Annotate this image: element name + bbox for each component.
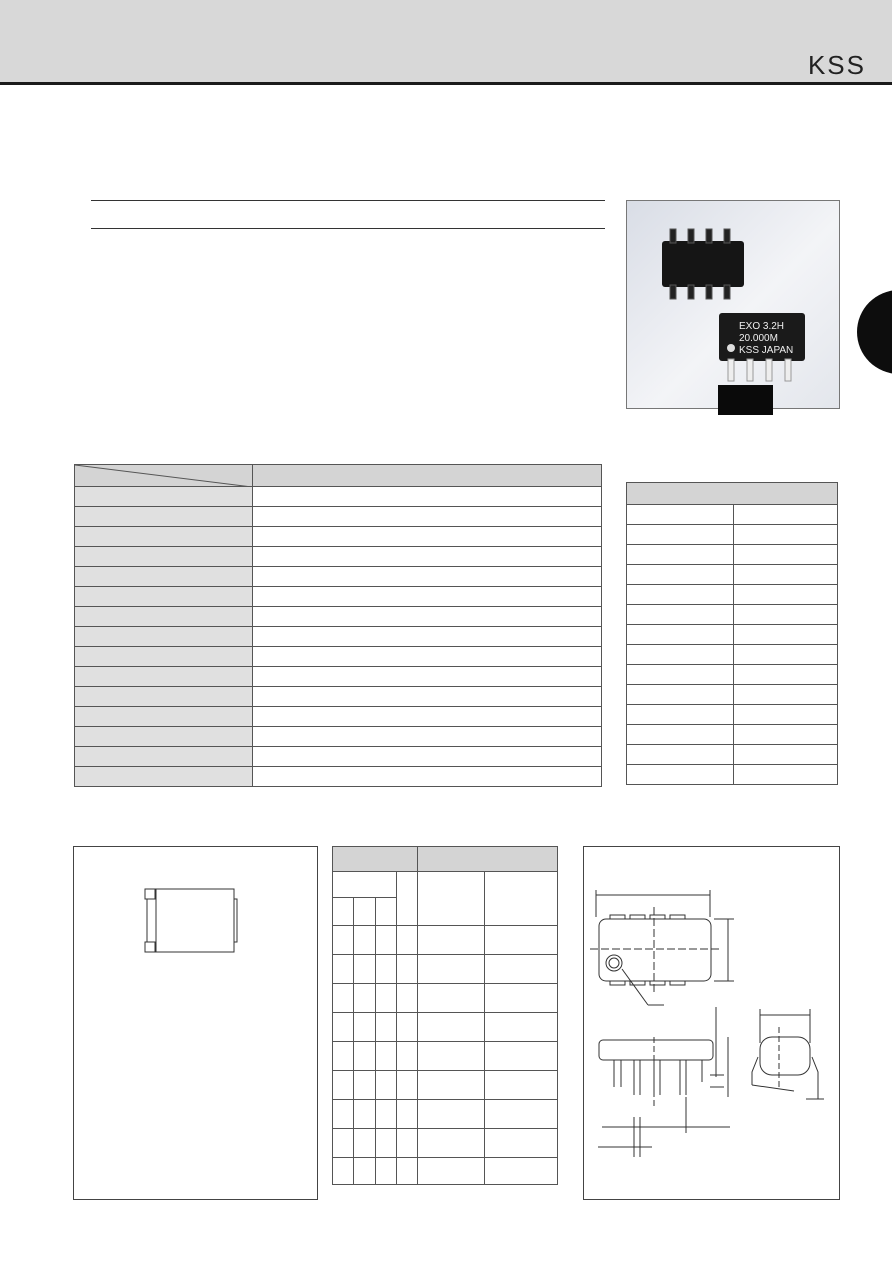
spec-label-cell (75, 507, 253, 527)
pin-cell (333, 1013, 354, 1042)
freq-cell (627, 745, 734, 765)
pin-diagram-svg (74, 847, 317, 1199)
pin-cell (333, 1042, 354, 1071)
section-tab (857, 290, 892, 374)
freq-cell (627, 505, 734, 525)
brand-logo: KSS (807, 50, 866, 80)
pin-cell (485, 1129, 558, 1158)
pin-table-header-right (418, 847, 558, 872)
pin-table-subheader (333, 872, 397, 898)
freq-cell (734, 725, 838, 745)
spec-label-cell (75, 627, 253, 647)
spec-value-cell (253, 727, 602, 747)
pin-cell (396, 1071, 417, 1100)
pin-cell (354, 1042, 375, 1071)
spec-value-cell (253, 587, 602, 607)
oscillator-photo-svg (627, 201, 839, 408)
freq-cell (734, 645, 838, 665)
header-bar (0, 0, 892, 82)
pin-cell (375, 1071, 396, 1100)
freq-cell (734, 705, 838, 725)
spec-label-cell (75, 747, 253, 767)
spec-label-cell (75, 727, 253, 747)
freq-cell (734, 605, 838, 625)
pin-cell (333, 955, 354, 984)
freq-cell (734, 745, 838, 765)
pin-cell (418, 1129, 485, 1158)
product-photo (626, 200, 840, 409)
freq-cell (627, 645, 734, 665)
spec-table (74, 464, 602, 787)
header-rule (0, 82, 892, 85)
pin-cell (375, 926, 396, 955)
spec-label-cell (75, 607, 253, 627)
title-rule-bottom (91, 228, 605, 229)
dimensions-panel (583, 846, 840, 1200)
pin-cell (418, 955, 485, 984)
pin-cell (375, 1158, 396, 1185)
pin-cell (354, 984, 375, 1013)
pin-cell (333, 1158, 354, 1185)
marking-line-2: 20.000M (739, 333, 778, 344)
pin-cell (375, 984, 396, 1013)
pin-cell (375, 1100, 396, 1129)
frequency-table-header (627, 483, 838, 505)
spec-table-header-cell (253, 465, 602, 487)
pin-cell (485, 1100, 558, 1129)
spec-label-cell (75, 587, 253, 607)
pin-cell (354, 955, 375, 984)
pin-cell (396, 1129, 417, 1158)
dimension-drawing-svg (584, 847, 839, 1199)
freq-cell (627, 605, 734, 625)
spec-value-cell (253, 667, 602, 687)
pin-cell (333, 1071, 354, 1100)
pin-cell (375, 1013, 396, 1042)
diagonal-line (75, 465, 252, 487)
pin-cell (333, 984, 354, 1013)
pin-cell (396, 955, 417, 984)
pin-function-table (332, 846, 558, 1185)
pin-cell (354, 1129, 375, 1158)
spec-label-cell (75, 487, 253, 507)
pin-cell (418, 1071, 485, 1100)
spec-label-cell (75, 527, 253, 547)
spec-value-cell (253, 487, 602, 507)
pin-cell (375, 1129, 396, 1158)
pin-cell (354, 1100, 375, 1129)
pin-table-subheader (375, 898, 396, 926)
pin-cell (418, 1013, 485, 1042)
pin-cell (354, 1158, 375, 1185)
pin-cell (418, 1100, 485, 1129)
freq-cell (627, 525, 734, 545)
pin-cell (354, 1013, 375, 1042)
pin-cell (333, 926, 354, 955)
freq-cell (734, 525, 838, 545)
spec-value-cell (253, 627, 602, 647)
freq-cell (627, 705, 734, 725)
freq-cell (734, 665, 838, 685)
pin-cell (396, 1013, 417, 1042)
spec-label-cell (75, 647, 253, 667)
pin-cell (418, 1158, 485, 1185)
pin-cell (375, 1042, 396, 1071)
photo-label-box (718, 385, 773, 415)
pin-table-subheader (396, 872, 417, 926)
freq-cell (627, 665, 734, 685)
spec-label-cell (75, 687, 253, 707)
spec-value-cell (253, 607, 602, 627)
marking-line-1: EXO 3.2H (739, 321, 785, 332)
pin-cell (485, 1158, 558, 1185)
pin-cell (485, 955, 558, 984)
pin-table-header-left (333, 847, 418, 872)
pin-cell (375, 955, 396, 984)
pin-cell (354, 926, 375, 955)
pin-cell (333, 1129, 354, 1158)
pin-cell (396, 1100, 417, 1129)
spec-value-cell (253, 767, 602, 787)
freq-cell (627, 625, 734, 645)
freq-cell (734, 505, 838, 525)
pin-cell (396, 984, 417, 1013)
pin-cell (333, 1100, 354, 1129)
pin-cell (396, 1158, 417, 1185)
pin-connection-panel (73, 846, 318, 1200)
spec-value-cell (253, 687, 602, 707)
pin-cell (354, 1071, 375, 1100)
freq-cell (627, 685, 734, 705)
spec-label-cell (75, 707, 253, 727)
spec-label-cell (75, 567, 253, 587)
spec-label-cell (75, 667, 253, 687)
freq-cell (627, 545, 734, 565)
frequency-table (626, 482, 838, 785)
spec-table-corner-cell (75, 465, 253, 487)
pin-cell (485, 1013, 558, 1042)
pin-cell (396, 1042, 417, 1071)
spec-value-cell (253, 527, 602, 547)
freq-cell (627, 585, 734, 605)
freq-cell (734, 545, 838, 565)
marking-line-3: KSS JAPAN (739, 345, 794, 356)
freq-cell (734, 585, 838, 605)
spec-value-cell (253, 507, 602, 527)
pin-table-subheader (485, 872, 558, 926)
spec-label-cell (75, 547, 253, 567)
pin-cell (396, 926, 417, 955)
freq-cell (734, 565, 838, 585)
pin-cell (418, 1042, 485, 1071)
spec-value-cell (253, 547, 602, 567)
freq-cell (627, 725, 734, 745)
spec-value-cell (253, 747, 602, 767)
spec-value-cell (253, 567, 602, 587)
spec-value-cell (253, 707, 602, 727)
pin-cell (418, 926, 485, 955)
pin-cell (485, 984, 558, 1013)
pin-table-subheader (333, 898, 354, 926)
pin-cell (485, 1071, 558, 1100)
pin-cell (485, 926, 558, 955)
freq-cell (734, 685, 838, 705)
title-rule-top (91, 200, 605, 201)
pin-cell (418, 984, 485, 1013)
pin-table-subheader (418, 872, 485, 926)
pin-cell (485, 1042, 558, 1071)
spec-value-cell (253, 647, 602, 667)
freq-cell (734, 765, 838, 785)
freq-cell (627, 765, 734, 785)
freq-cell (734, 625, 838, 645)
pin-table-subheader (354, 898, 375, 926)
freq-cell (627, 565, 734, 585)
spec-label-cell (75, 767, 253, 787)
